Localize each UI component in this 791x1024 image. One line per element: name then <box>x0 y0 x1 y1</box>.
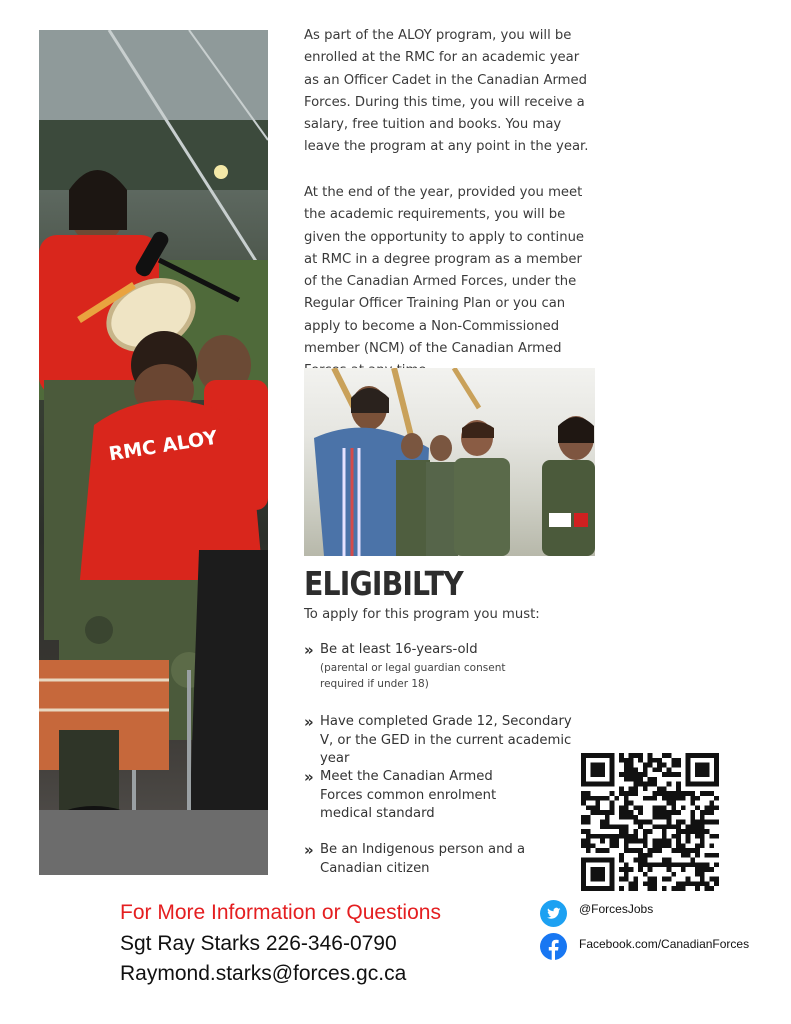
bullet-chevron-icon: » <box>304 713 314 731</box>
bullet-chevron-icon: » <box>304 841 314 859</box>
contact-heading: For More Information or Questions <box>120 901 441 924</box>
qr-code[interactable] <box>581 753 719 891</box>
contact-name-phone: Sgt Ray Starks 226-346-0790 <box>120 932 397 955</box>
requirement-text: Be at least 16-years-old <box>320 642 478 657</box>
requirement-text: Meet the Canadian Armed Forces common enrolment medical standard <box>320 769 497 821</box>
drum-ceremony-photo <box>39 30 268 875</box>
bullet-chevron-icon: » <box>304 768 314 786</box>
facebook-icon[interactable] <box>540 933 567 960</box>
requirement-text: Be an Indigenous person and a Canadian citizen <box>320 842 526 876</box>
requirement-item <box>304 641 594 692</box>
bullet-chevron-icon: » <box>304 641 314 659</box>
twitter-icon[interactable] <box>540 900 567 927</box>
shirt-text: RMC ALOY <box>107 426 219 466</box>
requirement-item <box>304 768 594 824</box>
elder-ceremony-photo <box>304 368 595 556</box>
contact-email[interactable]: Raymond.starks@forces.gc.ca <box>120 962 407 985</box>
requirement-text: Have completed Grade 12, Secondary V, or the GED in the current academic year <box>320 714 572 766</box>
eligibility-heading: ELIGIBILTY <box>304 564 463 603</box>
facebook-link[interactable]: Facebook.com/CanadianForces <box>579 937 750 951</box>
career-options-paragraph: At the end of the year, provided you meet the academic requirements, you will be given the opportunity to apply to continue at RMC in a degree program as a member of the Canadian Armed Forces, under the Regular Officer Training Plan or you can apply to become a Non-Commissioned member (NCM) of the Canadian Armed <box>304 185 585 357</box>
program-description-paragraph: As part of the ALOY program, you will be enrolled at the RMC for an academic year as an Officer Cadet in the Canadian Armed Forces. During this time, you will receive a salary, free tuition and books. You may leave the program at any point in the year. <box>304 28 589 155</box>
eligibility-intro: To apply for this program you must: <box>304 607 540 622</box>
twitter-handle[interactable]: @ForcesJobs <box>579 902 654 916</box>
requirement-note: (parental or legal guardian consent required if under 18) <box>320 661 506 690</box>
requirement-item <box>304 841 594 878</box>
requirement-item <box>304 713 594 769</box>
